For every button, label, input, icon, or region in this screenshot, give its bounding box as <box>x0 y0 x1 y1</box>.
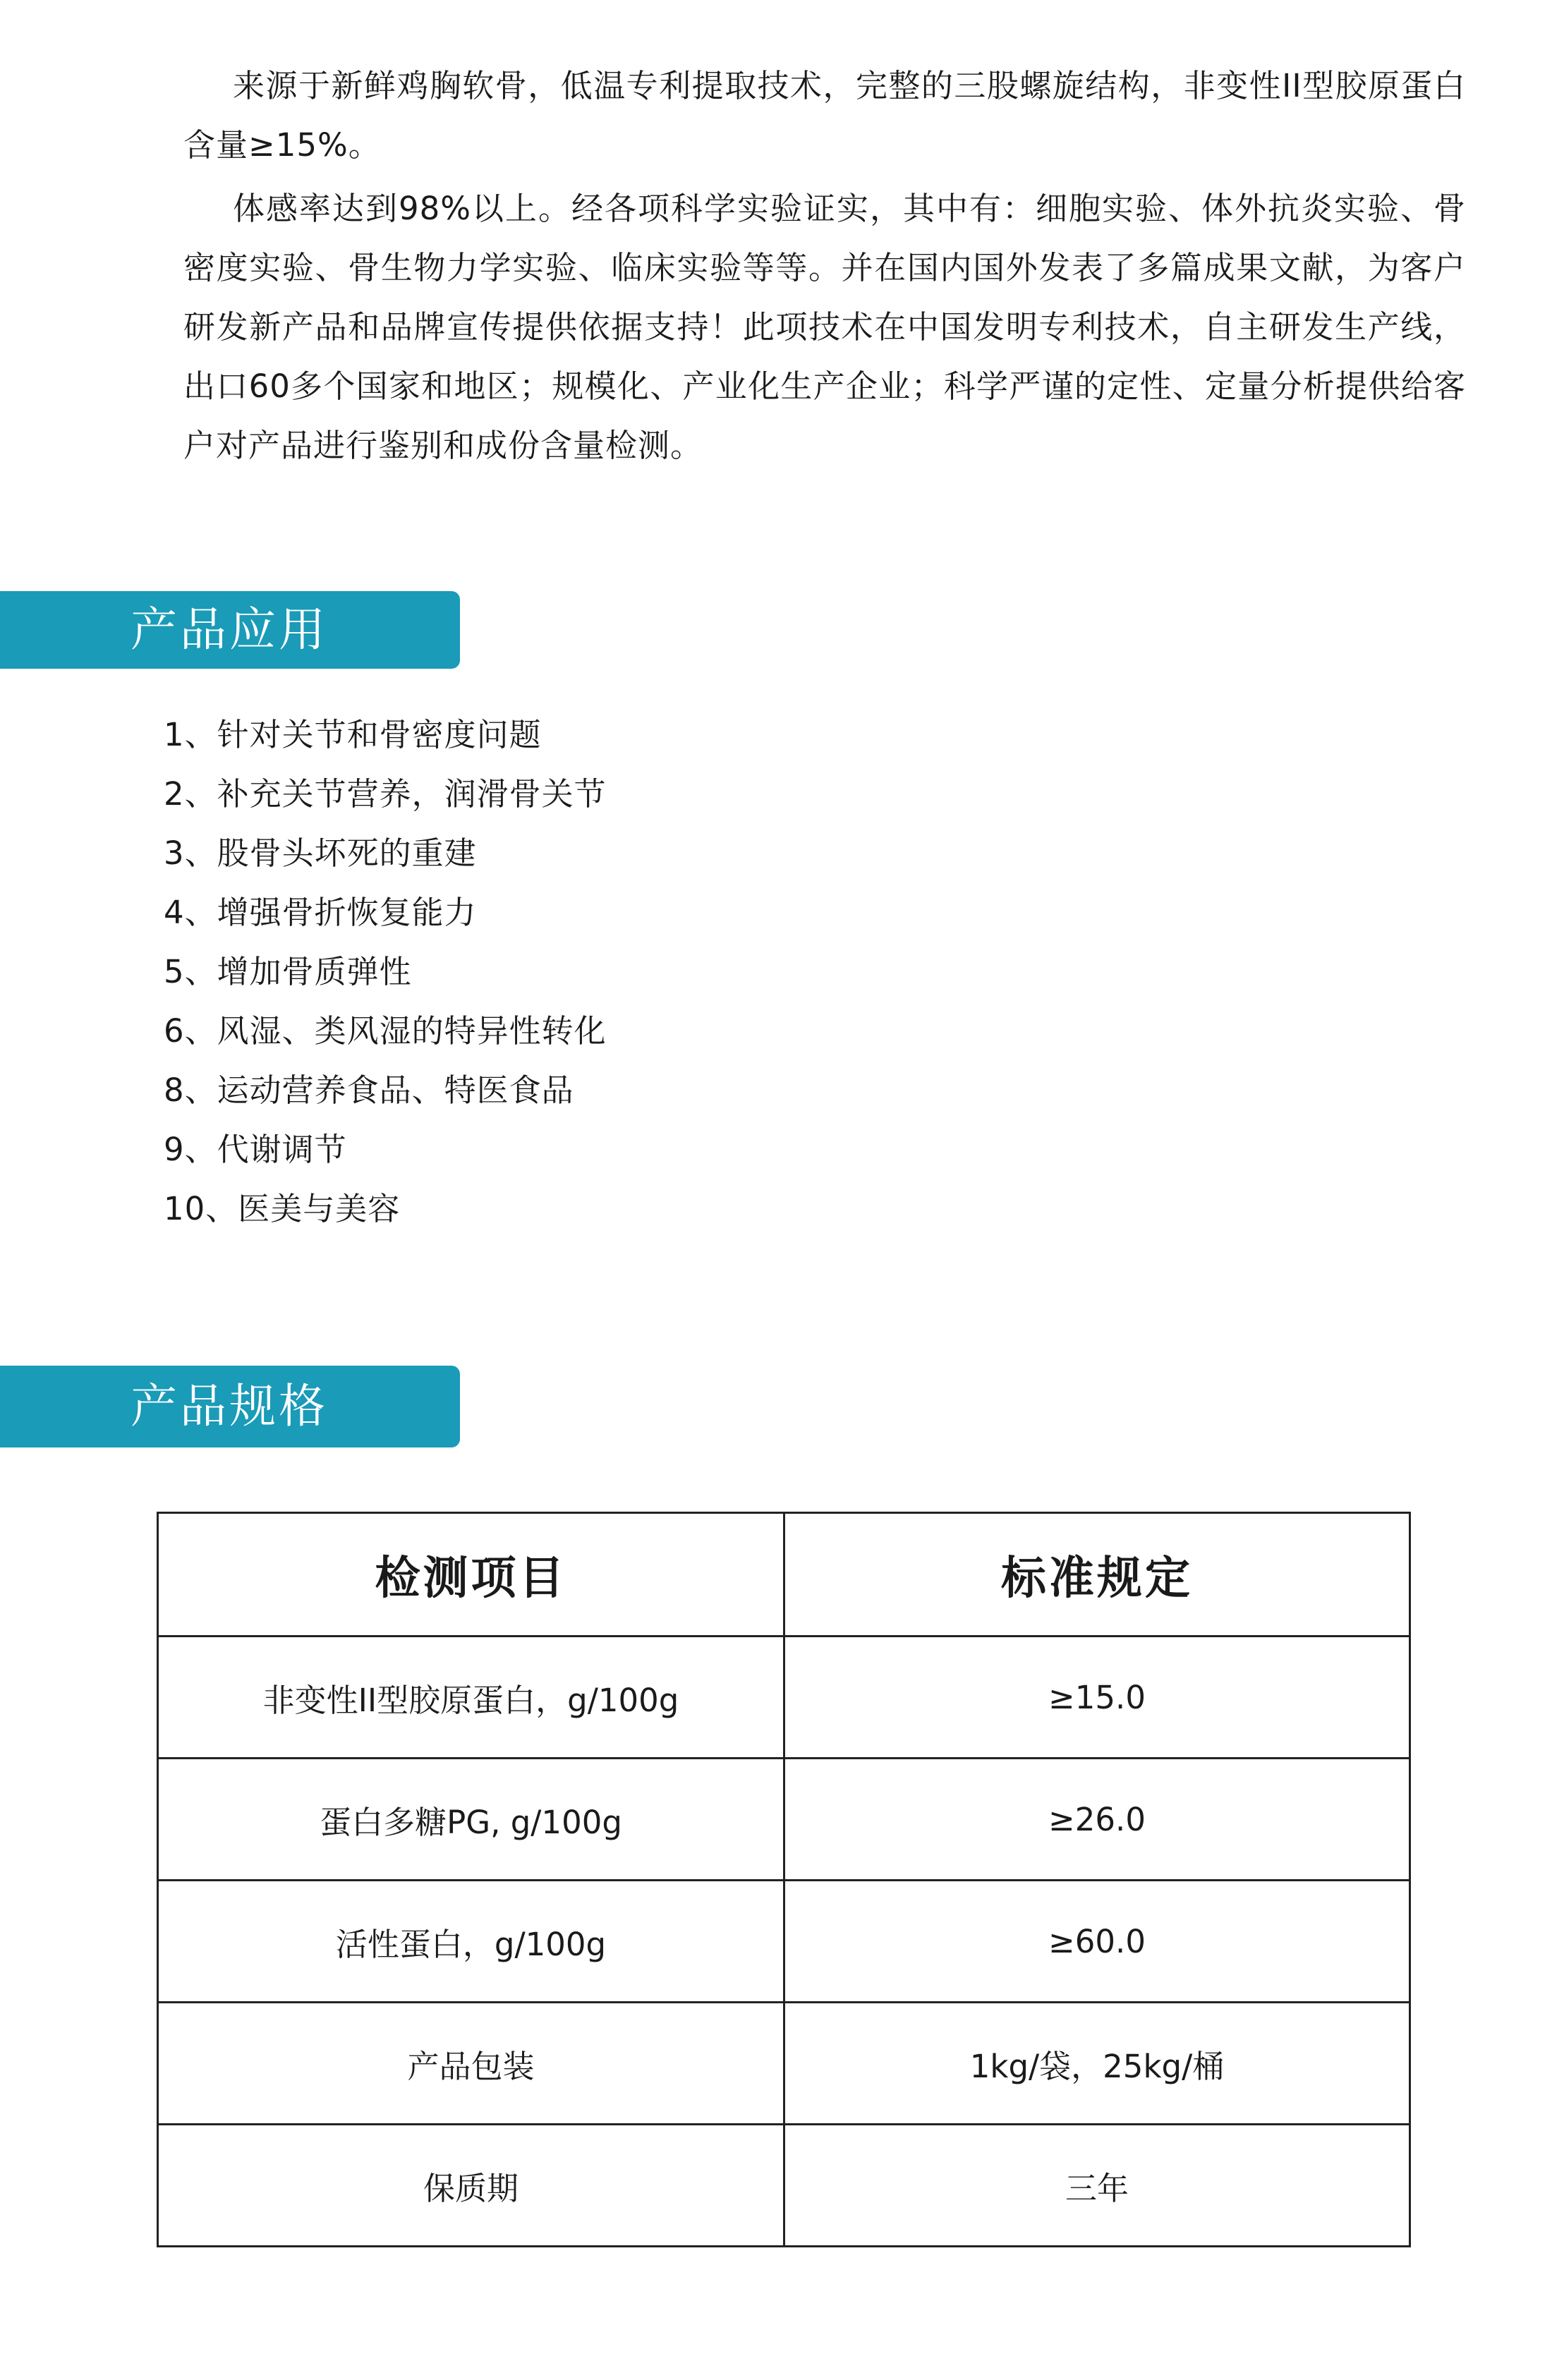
spec-value-cell: 1kg/袋，25kg/桶 <box>784 2003 1410 2125</box>
spec-value-cell: 三年 <box>784 2125 1410 2247</box>
list-item: 10、医美与美容 <box>164 1190 401 1227</box>
table-row <box>158 1759 1410 1881</box>
list-item: 2、补充关节营养，润滑骨关节 <box>164 775 607 813</box>
column-header-item: 检测项目 <box>158 1513 784 1637</box>
spec-item-cell: 非变性II型胶原蛋白，g/100g <box>158 1637 784 1759</box>
spec-value-cell: ≥60.0 <box>784 1881 1410 2003</box>
list-item: 8、运动营养食品、特医食品 <box>164 1071 574 1109</box>
application-section-title: 产品应用 <box>0 591 460 669</box>
table-row <box>158 2125 1410 2247</box>
spec-item-cell: 保质期 <box>158 2125 784 2247</box>
table-header-row <box>158 1513 1410 1637</box>
spec-item-cell: 蛋白多糖PG, g/100g <box>158 1759 784 1881</box>
spec-item-cell: 产品包装 <box>158 2003 784 2125</box>
table-row <box>158 1637 1410 1759</box>
spec-section-title: 产品规格 <box>0 1366 460 1447</box>
list-item: 5、增加骨质弹性 <box>164 953 412 990</box>
column-header-standard: 标准规定 <box>784 1513 1410 1637</box>
list-item: 1、针对关节和骨密度问题 <box>164 716 542 753</box>
intro-paragraph: 体感率达到98%以上。经各项科学实验证实，其中有：细胞实验、体外抗炎实验、骨密度实验、骨生物力学实验、临床实验等等。并在国内国外发表了多篇成果文献，为客户研发新产品和品牌宣传提供依据支持！此项技术在中国发明专利技术，自主研发生产线，出口60多个国家和地区；规模化、产业化生产企业；科学严谨的定性、定量分析提供给客户对产品进行鉴别和成份含量检测。 <box>183 190 1466 464</box>
spec-table <box>157 1512 1411 2247</box>
spec-value-cell: ≥26.0 <box>784 1759 1410 1881</box>
intro-section <box>183 56 1466 480</box>
list-item: 6、风湿、类风湿的特异性转化 <box>164 1012 607 1050</box>
list-item: 9、代谢调节 <box>164 1131 347 1168</box>
spec-value-cell: ≥15.0 <box>784 1637 1410 1759</box>
application-list <box>164 705 607 1239</box>
table-row <box>158 1881 1410 2003</box>
intro-paragraph: 来源于新鲜鸡胸软骨，低温专利提取技术，完整的三股螺旋结构，非变性II型胶原蛋白含量≥15%。 <box>183 67 1466 164</box>
spec-item-cell: 活性蛋白，g/100g <box>158 1881 784 2003</box>
list-item: 4、增强骨折恢复能力 <box>164 894 477 931</box>
table-row <box>158 2003 1410 2125</box>
list-item: 3、股骨头坏死的重建 <box>164 834 477 872</box>
